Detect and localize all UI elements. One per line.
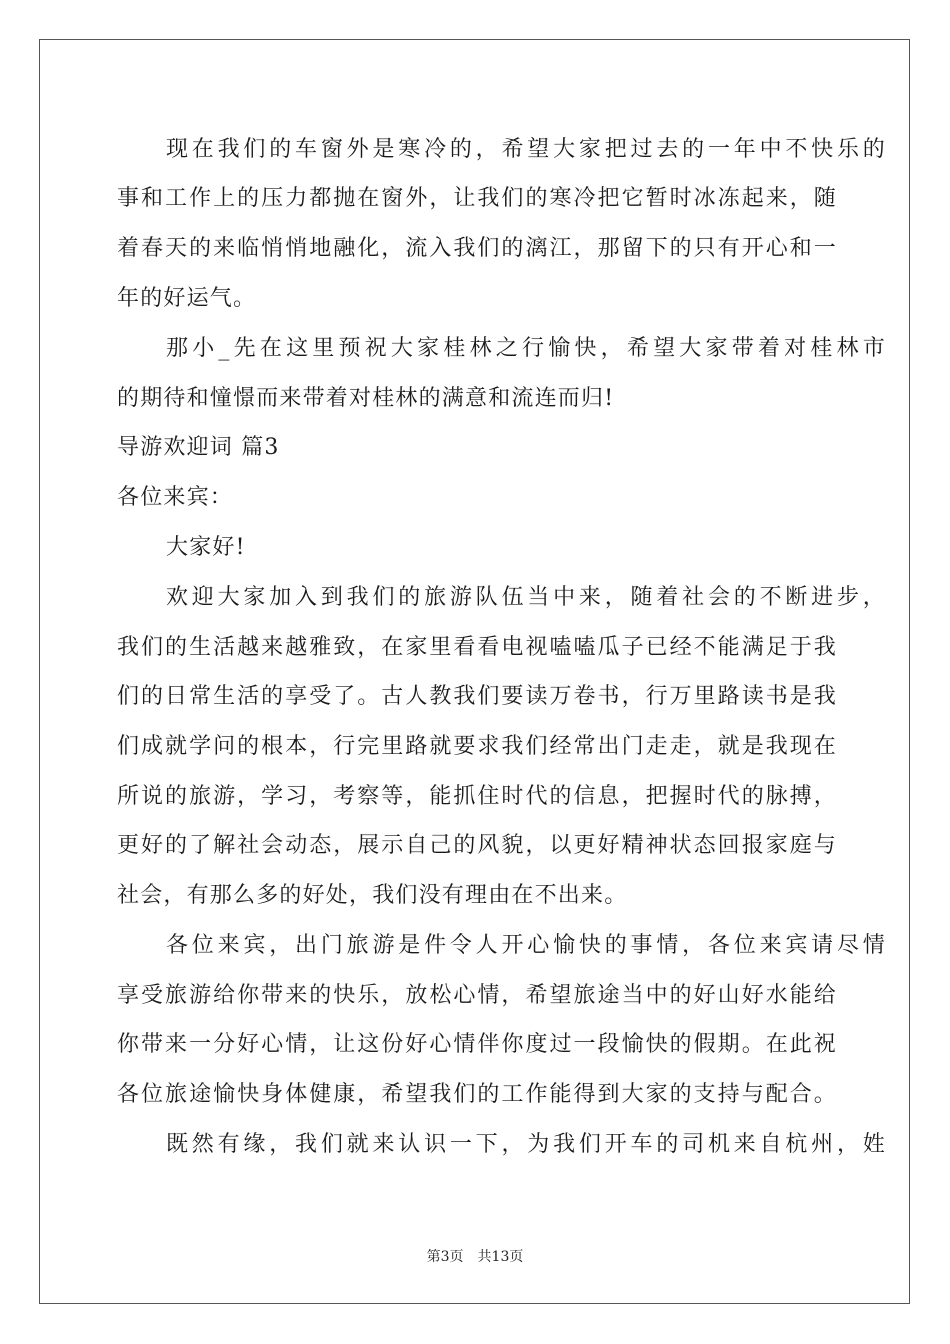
page-number: 第3页 — [426, 1249, 464, 1265]
paragraph-line: 着春天的来临悄悄地融化，流入我们的漓江，那留下的只有开心和一 — [117, 236, 837, 261]
paragraph-line: 事和工作上的压力都抛在窗外，让我们的寒冷把它暂时冰冻起来，随 — [117, 186, 837, 211]
page-total: 共13页 — [477, 1249, 524, 1265]
page-border — [39, 39, 910, 1304]
paragraph-line: 们的日常生活的享受了。古人教我们要读万卷书，行万里路读书是我 — [117, 684, 837, 709]
paragraph-line: 们成就学问的根本，行完里路就要求我们经常出门走走，就是我现在 — [117, 734, 837, 759]
paragraph-line: 欢迎大家加入到我们的旅游队伍当中来，随着社会的不断进步， — [166, 585, 886, 610]
salutation: 各位来宾： — [117, 485, 234, 510]
paragraph-line: 享受旅游给你带来的快乐，放松心情，希望旅途当中的好山好水能给 — [117, 983, 837, 1008]
paragraph-line: 各位来宾，出门旅游是件令人开心愉快的事情，各位来宾请尽情 — [166, 933, 886, 958]
paragraph-line: 所说的旅游，学习，考察等，能抓住时代的信息，把握时代的脉搏， — [117, 784, 837, 809]
greeting: 大家好! — [166, 535, 246, 560]
section-heading: 导游欢迎词 篇3 — [117, 435, 280, 460]
paragraph-line: 既然有缘，我们就来认识一下，为我们开车的司机来自杭州，姓 — [166, 1132, 886, 1157]
paragraph-line: 那小_先在这里预祝大家桂林之行愉快，希望大家带着对桂林市 — [166, 336, 886, 361]
paragraph-line: 社会，有那么多的好处，我们没有理由在不出来。 — [117, 883, 628, 908]
paragraph-line: 年的好运气。 — [117, 286, 257, 311]
paragraph-line: 现在我们的车窗外是寒冷的，希望大家把过去的一年中不快乐的 — [166, 137, 886, 162]
paragraph-line: 你带来一分好心情，让这份好心情伴你度过一段愉快的假期。在此祝 — [117, 1032, 837, 1057]
paragraph-line: 更好的了解社会动态，展示自己的风貌，以更好精神状态回报家庭与 — [117, 833, 837, 858]
page-footer — [0, 1248, 950, 1266]
paragraph-line: 的期待和憧憬而来带着对桂林的满意和流连而归! — [117, 386, 615, 411]
paragraph-line: 各位旅途愉快身体健康，希望我们的工作能得到大家的支持与配合。 — [117, 1082, 837, 1107]
paragraph-line: 我们的生活越来越雅致，在家里看看电视嗑嗑瓜子已经不能满足于我 — [117, 635, 837, 660]
